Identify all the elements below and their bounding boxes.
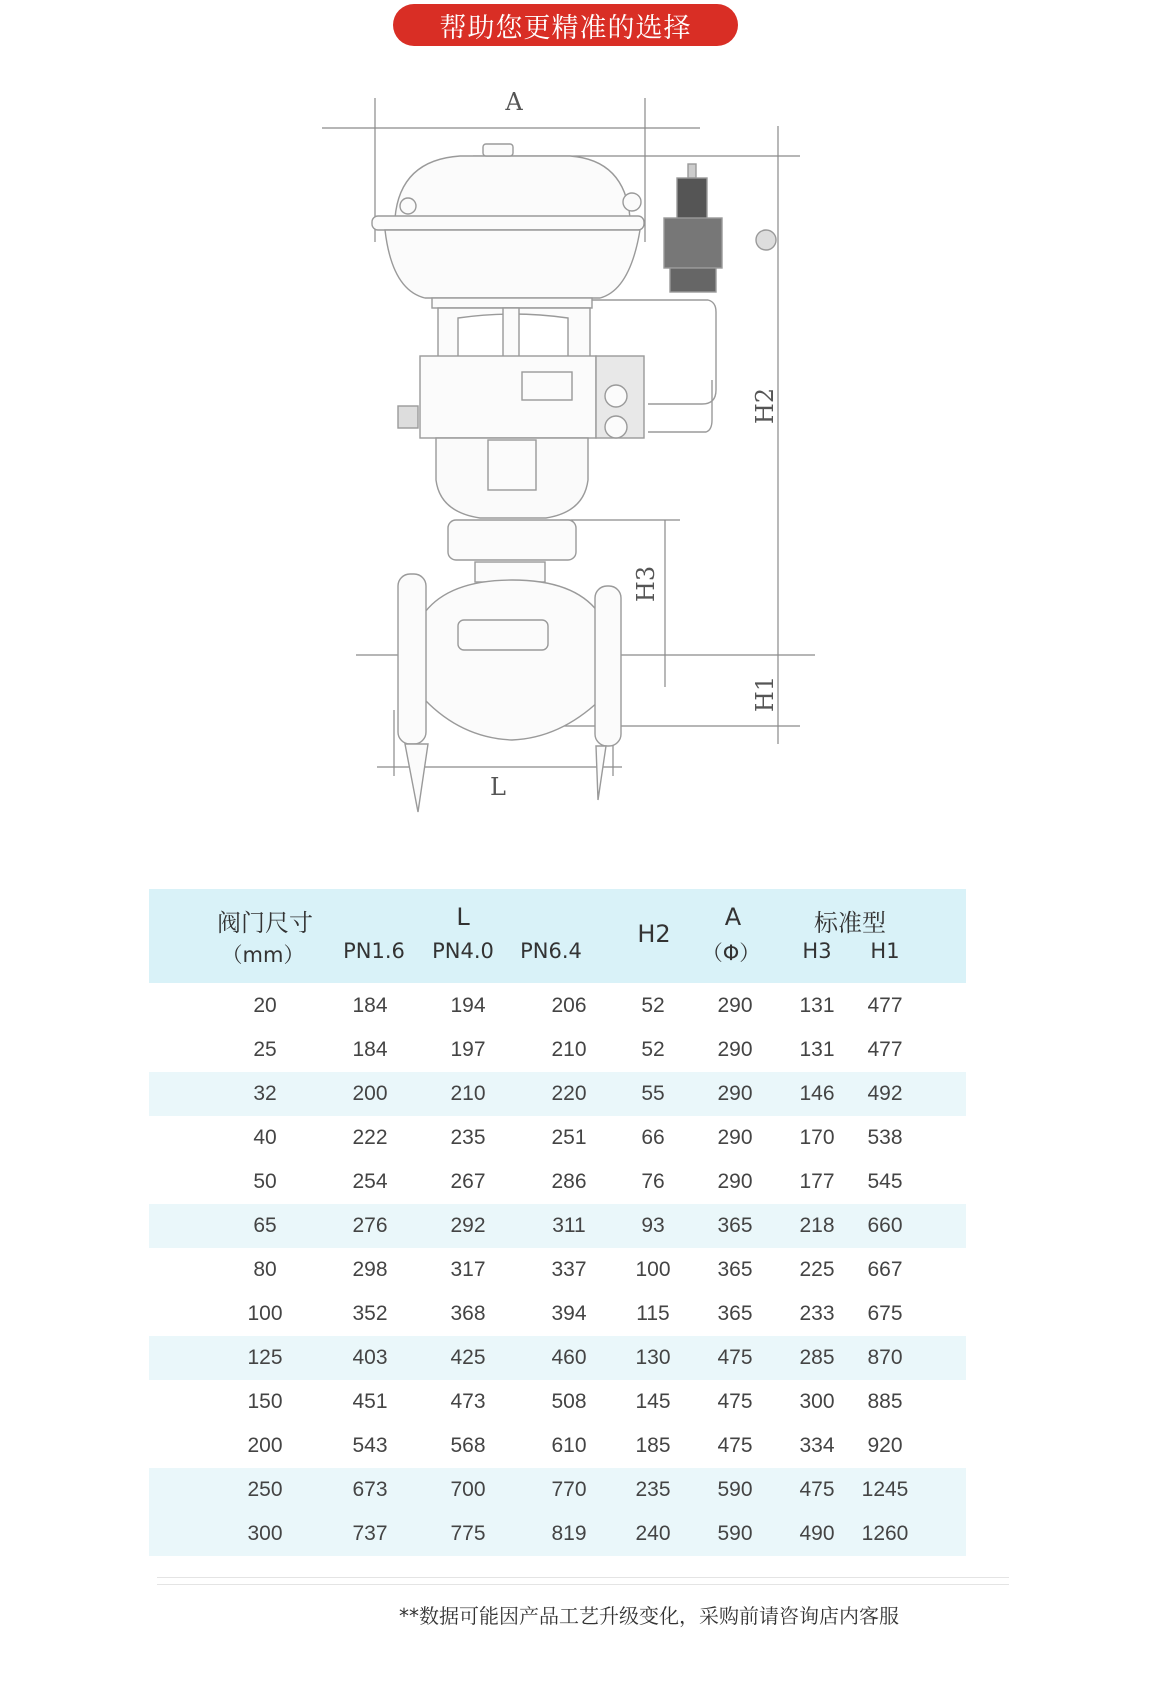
banner-title: 帮助您更精准的选择 [439, 12, 692, 44]
cell-H1: 1245 [861, 1478, 909, 1501]
cell-H3: 131 [799, 994, 835, 1017]
header-size-unit: （mm） [221, 943, 305, 967]
cell-L-pn16: 276 [352, 1214, 388, 1237]
cell-L-pn40: 473 [450, 1390, 486, 1413]
table-row [149, 1072, 966, 1116]
cell-H2: 66 [641, 1126, 665, 1149]
cell-size: 150 [247, 1390, 283, 1413]
header-L-pn16: PN1.6 [343, 939, 405, 963]
valve-dimension-diagram [0, 60, 1160, 820]
cell-size: 20 [253, 994, 277, 1017]
cell-H3: 490 [799, 1522, 835, 1545]
cell-L-pn40: 235 [450, 1126, 486, 1149]
cell-L-pn16: 673 [352, 1478, 388, 1501]
cell-L-pn64: 394 [551, 1302, 587, 1325]
cell-H2: 52 [641, 994, 665, 1017]
cell-H2: 240 [635, 1522, 671, 1545]
cell-L-pn16: 543 [352, 1434, 388, 1457]
cell-A: 290 [717, 994, 753, 1017]
cell-L-pn16: 222 [352, 1126, 388, 1149]
header-L-pn64: PN6.4 [520, 939, 582, 963]
header-L-title: L [456, 903, 470, 931]
cell-A: 290 [717, 1038, 753, 1061]
cell-L-pn64: 311 [552, 1214, 586, 1237]
section-title-banner [393, 4, 738, 46]
cell-L-pn64: 220 [551, 1082, 587, 1105]
cell-size: 32 [253, 1082, 277, 1105]
table-row [149, 1248, 966, 1292]
cell-L-pn40: 194 [450, 994, 486, 1017]
cell-H3: 233 [799, 1302, 835, 1325]
cell-size: 250 [247, 1478, 283, 1501]
cell-L-pn40: 425 [450, 1346, 486, 1369]
cell-A: 590 [717, 1522, 753, 1545]
cell-H2: 130 [635, 1346, 671, 1369]
cell-H3: 475 [799, 1478, 835, 1501]
cell-H1: 675 [867, 1302, 903, 1325]
cell-L-pn16: 184 [352, 1038, 388, 1061]
cell-L-pn16: 451 [352, 1390, 388, 1413]
cell-H1: 667 [867, 1258, 903, 1281]
cell-L-pn16: 298 [352, 1258, 388, 1281]
cell-L-pn16: 352 [352, 1302, 388, 1325]
cell-H2: 115 [636, 1302, 670, 1325]
cell-L-pn64: 770 [551, 1478, 587, 1501]
cell-H2: 52 [641, 1038, 665, 1061]
cell-A: 290 [717, 1126, 753, 1149]
cell-L-pn40: 292 [450, 1214, 486, 1237]
cell-L-pn64: 508 [551, 1390, 587, 1413]
cell-A: 365 [717, 1258, 753, 1281]
cell-L-pn40: 197 [450, 1038, 486, 1061]
header-H1: H1 [870, 939, 900, 963]
cell-size: 80 [253, 1258, 277, 1281]
dim-label-L: L [490, 773, 506, 801]
header-std-title: 标准型 [814, 909, 886, 937]
cell-H1: 477 [867, 994, 903, 1017]
cell-L-pn64: 210 [551, 1038, 587, 1061]
cell-H1: 885 [867, 1390, 903, 1413]
cell-L-pn64: 337 [551, 1258, 587, 1281]
cell-A: 365 [717, 1214, 753, 1237]
table-header [149, 889, 966, 983]
table-row [149, 1160, 966, 1204]
cell-L-pn16: 737 [352, 1522, 388, 1545]
cell-size: 125 [247, 1346, 283, 1369]
dim-label-H2: H2 [751, 387, 779, 425]
cell-H2: 100 [635, 1258, 671, 1281]
cell-H3: 218 [799, 1214, 835, 1237]
cell-size: 25 [253, 1038, 277, 1061]
cell-L-pn64: 286 [551, 1170, 587, 1193]
valve-drawing-icon [0, 60, 1160, 820]
cell-H2: 185 [635, 1434, 671, 1457]
cell-L-pn40: 267 [450, 1170, 486, 1193]
cell-L-pn40: 775 [450, 1522, 486, 1545]
cell-L-pn64: 251 [551, 1126, 587, 1149]
table-row [149, 984, 966, 1028]
cell-H1: 920 [867, 1434, 903, 1457]
cell-H2: 93 [641, 1214, 665, 1237]
cell-L-pn64: 206 [551, 994, 587, 1017]
cell-H2: 145 [635, 1390, 671, 1413]
cell-H1: 538 [867, 1126, 903, 1149]
cell-size: 65 [253, 1214, 277, 1237]
table-row [149, 1380, 966, 1424]
cell-L-pn16: 254 [352, 1170, 388, 1193]
table-row [149, 1116, 966, 1160]
cell-size: 50 [253, 1170, 277, 1193]
cell-H3: 177 [799, 1170, 835, 1193]
table-row [149, 1292, 966, 1336]
cell-L-pn40: 568 [450, 1434, 486, 1457]
cell-H1: 545 [867, 1170, 903, 1193]
header-size-title: 阀门尺寸 [217, 909, 313, 937]
header-L-pn40: PN4.0 [432, 939, 494, 963]
cell-L-pn64: 610 [551, 1434, 587, 1457]
header-A-title: A [724, 903, 742, 931]
table-row [149, 1336, 966, 1380]
cell-L-pn40: 210 [450, 1082, 486, 1105]
cell-A: 290 [717, 1082, 753, 1105]
cell-L-pn40: 700 [450, 1478, 486, 1501]
table-row [149, 1512, 966, 1556]
cell-A: 475 [717, 1346, 753, 1369]
cell-size: 200 [247, 1434, 283, 1457]
dim-label-H1: H1 [751, 675, 779, 713]
cell-H2: 76 [641, 1170, 665, 1193]
divider [157, 1584, 1009, 1585]
disclaimer-note: **数据可能因产品工艺升级变化，采购前请咨询店内客服 [399, 1604, 899, 1628]
table-row [149, 1424, 966, 1468]
cell-size: 100 [247, 1302, 283, 1325]
cell-H1: 870 [867, 1346, 903, 1369]
header-A-unit: （Φ） [701, 941, 761, 965]
cell-H3: 334 [799, 1434, 835, 1457]
cell-A: 365 [717, 1302, 753, 1325]
divider [157, 1577, 1009, 1578]
cell-L-pn64: 460 [551, 1346, 587, 1369]
cell-H2: 55 [641, 1082, 665, 1105]
cell-H3: 131 [799, 1038, 835, 1061]
table-row [149, 1028, 966, 1072]
cell-A: 290 [717, 1170, 753, 1193]
header-H3: H3 [802, 939, 832, 963]
cell-L-pn40: 317 [450, 1258, 486, 1281]
cell-H3: 225 [799, 1258, 835, 1281]
dim-label-A: A [505, 88, 523, 116]
cell-H2: 235 [635, 1478, 671, 1501]
cell-L-pn16: 403 [352, 1346, 388, 1369]
cell-A: 475 [717, 1390, 753, 1413]
cell-L-pn16: 184 [352, 994, 388, 1017]
cell-H1: 1260 [861, 1522, 909, 1545]
cell-H1: 477 [867, 1038, 903, 1061]
cell-H1: 660 [867, 1214, 903, 1237]
header-H2: H2 [637, 920, 671, 948]
cell-A: 475 [717, 1434, 753, 1457]
cell-H3: 300 [799, 1390, 835, 1413]
cell-A: 590 [717, 1478, 753, 1501]
cell-L-pn16: 200 [352, 1082, 388, 1105]
dim-label-H3: H3 [632, 565, 660, 603]
cell-size: 300 [247, 1522, 283, 1545]
cell-H3: 146 [799, 1082, 835, 1105]
cell-H1: 492 [867, 1082, 903, 1105]
cell-L-pn40: 368 [450, 1302, 486, 1325]
cell-H3: 285 [799, 1346, 835, 1369]
cell-H3: 170 [799, 1126, 835, 1149]
cell-L-pn64: 819 [551, 1522, 587, 1545]
cell-size: 40 [253, 1126, 277, 1149]
table-row [149, 1204, 966, 1248]
table-row [149, 1468, 966, 1512]
